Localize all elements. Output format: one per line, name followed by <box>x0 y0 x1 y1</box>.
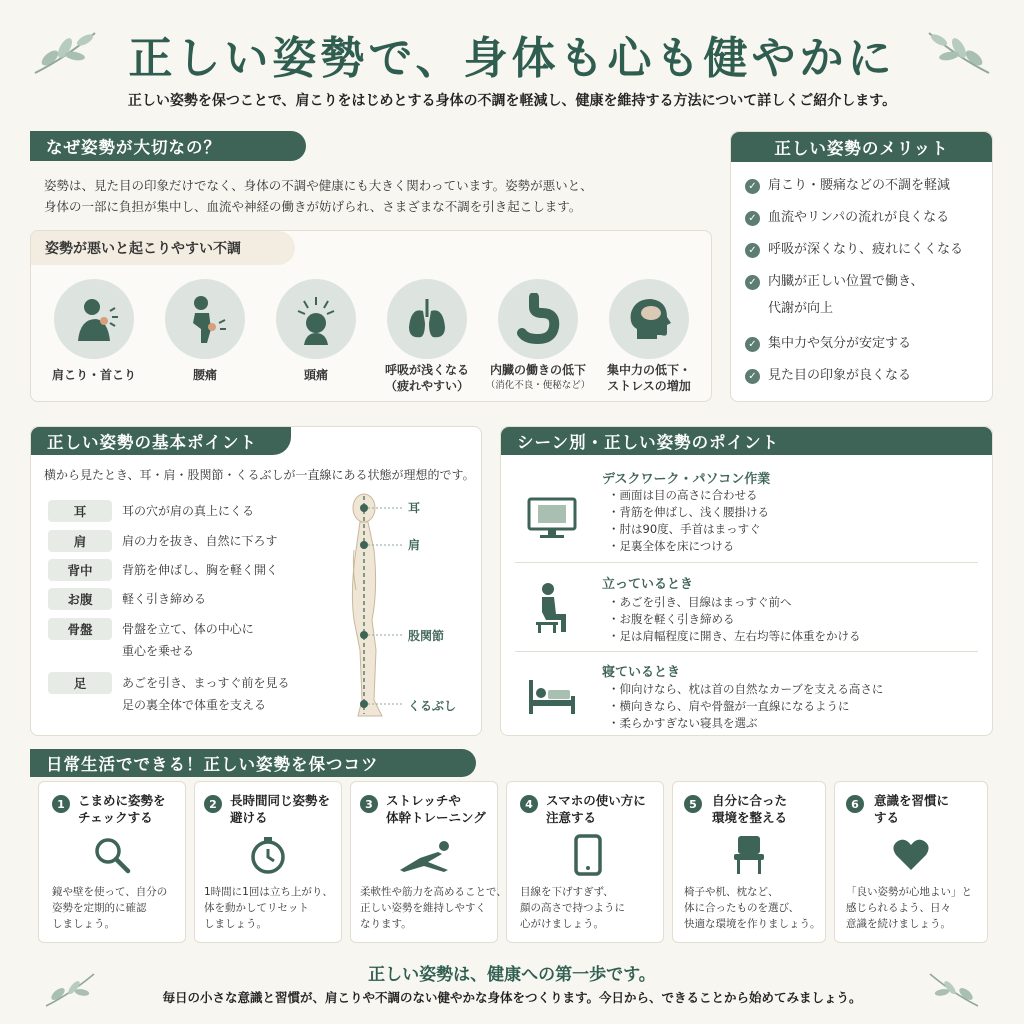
point-text: あごを引き、まっすぐ前を見る 足の裏全体で体重を支える <box>122 676 290 712</box>
scenes-header: シーン別・正しい姿勢のポイント <box>501 427 992 455</box>
tip-title: 自分に合った 環境を整える <box>712 793 788 825</box>
scene-bullet: ・柔らかすぎない寝具を選ぶ <box>608 716 758 730</box>
tip-description: 鏡や壁を使って、自分の 姿勢を定期的に確認 しましょう。 <box>52 886 168 930</box>
tip-number: 4 <box>520 795 538 813</box>
tip-title: ストレッチや 体幹トレーニング <box>386 793 486 825</box>
check-icon: ✓ <box>745 179 760 194</box>
scene-bullet: ・足裏全体を床につける <box>608 539 735 553</box>
figure-label-hip: 股関節 <box>408 629 445 643</box>
tip-title: スマホの使い方に 注意する <box>546 793 646 825</box>
scene-bullet: ・あごを引き、目線はまっすぐ前へ <box>608 595 792 609</box>
scene-bullet: ・肘は90度、手首はまっすぐ <box>608 522 761 536</box>
tip-number: 3 <box>360 795 378 813</box>
scene-title: 寝ているとき <box>602 665 681 680</box>
tips-header: 日常生活でできる！正しい姿勢を保つコツ <box>30 749 476 777</box>
issue-label: 肩こり・首こり <box>51 368 136 382</box>
tip-description: 椅子や机、枕など、 体に合ったものを選び、 快適な環境を作りましょう。 <box>684 886 821 930</box>
point-text: 骨盤を立て、体の中心に 重心を乗せる <box>122 622 254 658</box>
merit-item: ✓ 血流やリンパの流れが良くなる <box>745 206 992 230</box>
merits-header: 正しい姿勢のメリット <box>731 132 992 162</box>
clock-icon <box>248 835 288 875</box>
figure-label-ear: 耳 <box>408 501 421 515</box>
merit-item: ✓ 肩こり・腰痛などの不調を軽減 <box>745 174 992 198</box>
scene-title: 立っているとき <box>602 577 694 592</box>
tip-number: 1 <box>52 795 70 813</box>
posture-figure-icon <box>330 490 410 730</box>
point-tag: お腹 <box>48 588 112 610</box>
check-icon: ✓ <box>745 243 760 258</box>
merit-item: ✓ 集中力や気分が安定する <box>745 332 992 356</box>
why-text-1: 姿勢は、見た目の印象だけでなく、身体の不調や健康にも大きく関わっています。姿勢が悪いと、 <box>44 178 593 193</box>
magnifier-icon <box>92 835 132 875</box>
point-tag: 骨盤 <box>48 618 112 640</box>
merits-panel <box>730 131 993 402</box>
tip-description: 「良い姿勢が心地よい」と 感じられるよう、日々 意識を続けましょう。 <box>846 886 972 930</box>
footer-headline: 正しい姿勢は、健康への第一歩です。 <box>368 965 656 985</box>
point-text: 耳の穴が肩の真上にくる <box>122 504 255 518</box>
chair-icon <box>732 834 766 876</box>
issue-label: 頭痛 <box>303 368 328 382</box>
tip-description: 柔軟性や筋力を高めることで、 正しい姿勢を維持しやすく なります。 <box>360 886 507 930</box>
issues-header: 姿勢が悪いと起こりやすい不調 <box>31 231 295 265</box>
point-text: 軽く引き締める <box>122 592 207 606</box>
point-text: 背筋を伸ばし、胸を軽く開く <box>122 563 279 577</box>
issue-label: 腰痛 <box>192 368 217 382</box>
tip-title: こまめに姿勢を チェックする <box>78 793 166 825</box>
point-tag: 耳 <box>48 500 112 522</box>
point-tag: 肩 <box>48 530 112 552</box>
basics-intro: 横から見たとき、耳・肩・股関節・くるぶしが一直線にある状態が理想的です。 <box>44 468 475 482</box>
headache-icon <box>276 279 356 359</box>
page-subtitle: 正しい姿勢を保つことで、肩こりをはじめとする身体の不調を軽減し、健康を維持する方法について詳しくご紹介します。 <box>127 93 897 109</box>
check-icon: ✓ <box>745 211 760 226</box>
issue-label: 呼吸が浅くなる （疲れやすい） <box>384 363 469 393</box>
smartphone-icon <box>574 834 602 876</box>
heart-icon <box>892 838 930 872</box>
figure-label-shoulder: 肩 <box>408 538 421 552</box>
tip-description: 1時間に1回は立ち上がり、 体を動かしてリセット しましょう。 <box>204 886 333 930</box>
monitor-icon <box>526 496 578 540</box>
stretch-icon <box>398 838 454 874</box>
merit-item: ✓ 呼吸が深くなり、疲れにくくなる <box>745 238 992 262</box>
point-tag: 足 <box>48 672 112 694</box>
back-pain-icon <box>165 279 245 359</box>
scene-bullet: ・横向きなら、肩や骨盤が一直線になるように <box>608 699 850 713</box>
check-icon: ✓ <box>745 275 760 290</box>
tip-title: 長時間同じ姿勢を 避ける <box>230 793 331 825</box>
figure-label-ankle: くるぶし <box>408 699 457 713</box>
tip-number: 5 <box>684 795 702 813</box>
scene-bullet: ・仰向けなら、枕は首の自然なカーブを支える高さに <box>608 682 884 696</box>
point-text: 肩の力を抜き、自然に下ろす <box>122 534 278 548</box>
scene-title: デスクワーク・パソコン作業 <box>602 472 771 487</box>
issue-label: 集中力の低下・ ストレスの増加 <box>606 363 691 393</box>
merit-item: ✓ 内臓が正しい位置で働き、 代謝が向上 <box>745 270 992 324</box>
stomach-icon <box>498 279 578 359</box>
bed-icon <box>526 676 578 716</box>
shoulder-pain-icon <box>54 279 134 359</box>
tip-title: 意識を習慣に する <box>874 793 950 825</box>
point-tag: 背中 <box>48 559 112 581</box>
page-title: 正しい姿勢で、身体も心も健やかに <box>128 33 896 84</box>
scene-bullet: ・背筋を伸ばし、浅く腰掛ける <box>608 505 769 519</box>
why-text-2: 身体の一部に負担が集中し、血流や神経の働きが妨げられ、さまざまな不調を引き起こします。 <box>44 199 582 214</box>
tip-number: 2 <box>204 795 222 813</box>
scene-bullet: ・足は肩幅程度に開き、左右均等に体重をかける <box>608 629 861 643</box>
scene-bullet: ・画面は目の高さに合わせる <box>608 488 758 502</box>
merit-item: ✓ 見た目の印象が良くなる <box>745 364 992 388</box>
sitting-person-icon <box>532 582 572 634</box>
scene-bullet: ・お腹を軽く引き締める <box>608 612 735 626</box>
brain-icon <box>609 279 689 359</box>
tip-description: 目線を下げすぎず、 顔の高さで持つように 心がけましょう。 <box>520 886 625 930</box>
why-header: なぜ姿勢が大切なの？ <box>30 131 306 161</box>
check-icon: ✓ <box>745 369 760 384</box>
check-icon: ✓ <box>745 337 760 352</box>
footer-text: 毎日の小さな意識と習慣が、肩こりや不調のない健やかな身体をつくります。今日から、できることから始めてみましょう。 <box>162 990 862 1005</box>
tip-number: 6 <box>846 795 864 813</box>
issue-label: 内臓の働きの低下 （消化不良・便秘など） <box>485 363 591 391</box>
basics-header: 正しい姿勢の基本ポイント <box>31 427 291 455</box>
lungs-icon <box>387 279 467 359</box>
